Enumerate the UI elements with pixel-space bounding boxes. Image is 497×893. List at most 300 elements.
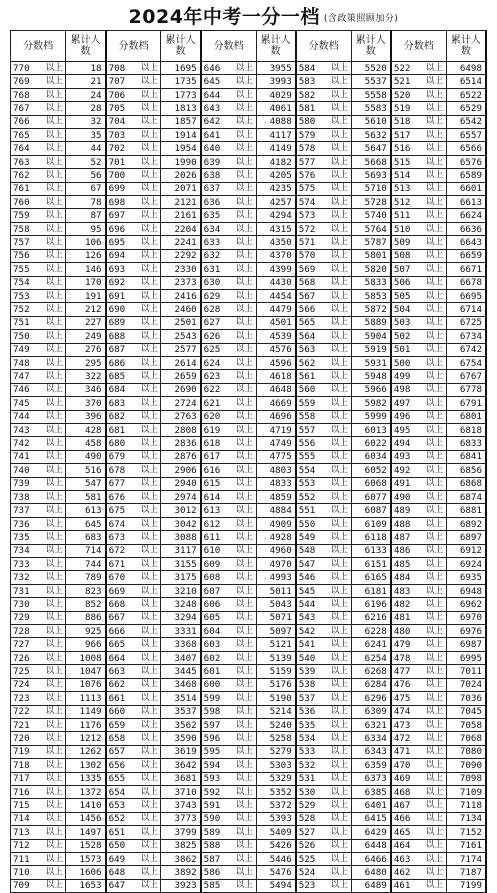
above-label: 以上 [423,678,446,691]
above-label: 以上 [328,531,351,544]
count-cell: 1857 [161,115,201,128]
above-label: 以上 [328,249,351,262]
score-cell: 602 [201,651,234,664]
above-label: 以上 [423,370,446,383]
header-count: 累计人数 [256,31,296,62]
table-row [11,584,487,597]
count-cell: 3619 [161,745,201,758]
table-row [11,370,487,383]
score-cell: 534 [296,732,329,745]
above-label: 以上 [423,115,446,128]
above-label: 以上 [328,276,351,289]
count-cell: 6241 [351,638,391,651]
above-label: 以上 [43,88,66,101]
above-label: 以上 [423,491,446,504]
count-cell: 18 [66,62,106,75]
count-cell: 4088 [256,115,296,128]
score-cell: 681 [106,423,139,436]
count-cell: 5258 [256,732,296,745]
above-label: 以上 [138,276,161,289]
count-cell: 3368 [161,638,201,651]
count-cell: 6678 [446,276,486,289]
above-label: 以上 [233,826,256,839]
above-label: 以上 [423,504,446,517]
score-cell: 682 [106,410,139,423]
above-label: 以上 [328,544,351,557]
score-cell: 756 [11,249,44,262]
count-cell: 2204 [161,222,201,235]
count-cell: 6659 [446,249,486,262]
score-cell: 676 [106,491,139,504]
count-cell: 1008 [66,651,106,664]
count-cell: 4149 [256,142,296,155]
above-label: 以上 [43,745,66,758]
count-cell: 2460 [161,303,201,316]
above-label: 以上 [233,169,256,182]
score-cell: 462 [391,866,424,879]
score-cell: 736 [11,517,44,530]
above-label: 以上 [233,356,256,369]
score-cell: 548 [296,544,329,557]
above-label: 以上 [233,504,256,517]
above-label: 以上 [233,732,256,745]
header-score: 分数档 [106,31,161,62]
score-cell: 540 [296,651,329,664]
count-cell: 4257 [256,196,296,209]
score-cell: 625 [201,343,234,356]
count-cell: 3590 [161,732,201,745]
above-label: 以上 [138,839,161,852]
count-cell: 5919 [351,343,391,356]
table-row [11,799,487,812]
count-cell: 2543 [161,330,201,343]
count-cell: 645 [66,517,106,530]
above-label: 以上 [233,383,256,396]
above-label: 以上 [328,718,351,731]
header-score: 分数档 [201,31,256,62]
count-cell: 52 [66,155,106,168]
above-label: 以上 [43,678,66,691]
above-label: 以上 [43,866,66,879]
score-cell: 502 [391,330,424,343]
count-cell: 5948 [351,370,391,383]
count-cell: 6216 [351,611,391,624]
table-row [11,222,487,235]
above-label: 以上 [43,584,66,597]
above-label: 以上 [233,236,256,249]
above-label: 以上 [43,544,66,557]
count-cell: 6480 [351,866,391,879]
above-label: 以上 [138,142,161,155]
score-cell: 698 [106,196,139,209]
count-cell: 249 [66,330,106,343]
above-label: 以上 [233,638,256,651]
count-cell: 346 [66,383,106,396]
above-label: 以上 [43,651,66,664]
score-cell: 715 [11,799,44,812]
count-cell: 1456 [66,812,106,825]
score-cell: 546 [296,571,329,584]
score-cell: 699 [106,182,139,195]
above-label: 以上 [43,625,66,638]
score-cell: 760 [11,196,44,209]
above-label: 以上 [233,129,256,142]
count-cell: 6833 [446,437,486,450]
above-label: 以上 [233,799,256,812]
count-cell: 2501 [161,316,201,329]
above-label: 以上 [138,638,161,651]
above-label: 以上 [423,450,446,463]
above-label: 以上 [328,88,351,101]
score-cell: 509 [391,236,424,249]
count-cell: 3825 [161,839,201,852]
count-cell: 6228 [351,625,391,638]
score-cell: 468 [391,785,424,798]
count-cell: 4029 [256,88,296,101]
score-cell: 591 [201,799,234,812]
table-row [11,155,487,168]
above-label: 以上 [138,236,161,249]
score-cell: 539 [296,665,329,678]
above-label: 以上 [138,182,161,195]
above-label: 以上 [43,598,66,611]
score-cell: 620 [201,410,234,423]
score-cell: 477 [391,665,424,678]
score-cell: 639 [201,155,234,168]
above-label: 以上 [43,155,66,168]
count-cell: 6791 [446,397,486,410]
above-label: 以上 [138,759,161,772]
score-cell: 720 [11,732,44,745]
count-cell: 2071 [161,182,201,195]
count-cell: 2577 [161,343,201,356]
score-cell: 563 [296,343,329,356]
score-cell: 618 [201,437,234,450]
score-cell: 764 [11,142,44,155]
score-cell: 757 [11,236,44,249]
score-cell: 646 [201,62,234,75]
score-cell: 611 [201,531,234,544]
score-cell: 647 [106,879,139,892]
count-cell: 6856 [446,464,486,477]
count-cell: 1813 [161,102,201,115]
score-cell: 731 [11,584,44,597]
above-label: 以上 [233,625,256,638]
score-cell: 724 [11,678,44,691]
above-label: 以上 [43,571,66,584]
count-cell: 581 [66,491,106,504]
count-cell: 4648 [256,383,296,396]
count-cell: 6542 [446,115,486,128]
count-cell: 3642 [161,759,201,772]
score-cell: 472 [391,732,424,745]
score-cell: 735 [11,531,44,544]
above-label: 以上 [138,531,161,544]
count-cell: 6636 [446,222,486,235]
above-label: 以上 [43,102,66,115]
above-label: 以上 [328,571,351,584]
count-cell: 3514 [161,692,201,705]
above-label: 以上 [423,236,446,249]
above-label: 以上 [328,665,351,678]
above-label: 以上 [423,517,446,530]
header-score: 分数档 [11,31,66,62]
above-label: 以上 [233,531,256,544]
above-label: 以上 [43,397,66,410]
count-cell: 1149 [66,705,106,718]
table-row [11,732,487,745]
count-cell: 1606 [66,866,106,879]
above-label: 以上 [138,718,161,731]
count-cell: 1528 [66,839,106,852]
above-label: 以上 [423,343,446,356]
above-label: 以上 [43,209,66,222]
count-cell: 2026 [161,169,201,182]
count-cell: 4430 [256,276,296,289]
score-cell: 656 [106,759,139,772]
count-cell: 370 [66,397,106,410]
count-cell: 1335 [66,772,106,785]
table-row [11,356,487,369]
above-label: 以上 [138,678,161,691]
score-cell: 603 [201,638,234,651]
score-cell: 586 [201,866,234,879]
table-row [11,745,487,758]
table-row [11,852,487,865]
above-label: 以上 [328,745,351,758]
score-cell: 627 [201,316,234,329]
count-cell: 4618 [256,370,296,383]
count-cell: 6601 [446,182,486,195]
count-cell: 5279 [256,745,296,758]
count-cell: 4749 [256,437,296,450]
table-row [11,115,487,128]
count-cell: 6401 [351,799,391,812]
score-cell: 754 [11,276,44,289]
table-row [11,558,487,571]
score-cell: 633 [201,236,234,249]
above-label: 以上 [233,450,256,463]
score-cell: 575 [296,182,329,195]
above-label: 以上 [328,692,351,705]
count-cell: 886 [66,611,106,624]
count-cell: 5853 [351,289,391,302]
score-cell: 533 [296,745,329,758]
above-label: 以上 [138,544,161,557]
score-cell: 479 [391,638,424,651]
score-cell: 523 [296,879,329,892]
above-label: 以上 [43,692,66,705]
count-cell: 32 [66,115,106,128]
count-cell: 5303 [256,759,296,772]
score-cell: 723 [11,692,44,705]
score-cell: 690 [106,303,139,316]
count-cell: 6624 [446,209,486,222]
count-cell: 1302 [66,759,106,772]
score-cell: 559 [296,397,329,410]
count-cell: 276 [66,343,106,356]
above-label: 以上 [233,196,256,209]
score-cell: 614 [201,491,234,504]
table-row [11,450,487,463]
above-label: 以上 [423,732,446,745]
count-cell: 2808 [161,423,201,436]
score-cell: 595 [201,745,234,758]
score-cell: 545 [296,584,329,597]
above-label: 以上 [233,115,256,128]
score-cell: 536 [296,705,329,718]
table-row [11,330,487,343]
count-cell: 5520 [351,62,391,75]
score-cell: 635 [201,209,234,222]
count-cell: 1653 [66,879,106,892]
above-label: 以上 [233,665,256,678]
score-cell: 569 [296,263,329,276]
count-cell: 6296 [351,692,391,705]
score-cell: 695 [106,236,139,249]
above-label: 以上 [328,316,351,329]
count-cell: 4350 [256,236,296,249]
score-cell: 673 [106,531,139,544]
score-cell: 722 [11,705,44,718]
count-cell: 78 [66,196,106,209]
score-cell: 746 [11,383,44,396]
score-cell: 626 [201,330,234,343]
score-cell: 707 [106,75,139,88]
count-cell: 295 [66,356,106,369]
above-label: 以上 [328,611,351,624]
score-cell: 685 [106,370,139,383]
count-cell: 4970 [256,558,296,571]
above-label: 以上 [233,397,256,410]
above-label: 以上 [138,826,161,839]
score-cell: 653 [106,799,139,812]
count-cell: 6052 [351,464,391,477]
count-cell: 3468 [161,678,201,691]
count-cell: 6912 [446,544,486,557]
score-cell: 738 [11,491,44,504]
above-label: 以上 [328,852,351,865]
above-label: 以上 [138,383,161,396]
above-label: 以上 [233,879,256,892]
table-row [11,544,487,557]
count-cell: 4884 [256,504,296,517]
count-cell: 7090 [446,759,486,772]
above-label: 以上 [138,651,161,664]
count-cell: 6841 [446,450,486,463]
score-cell: 607 [201,584,234,597]
score-cell: 517 [391,129,424,142]
count-cell: 5240 [256,718,296,731]
above-label: 以上 [43,115,66,128]
above-label: 以上 [233,651,256,664]
above-label: 以上 [43,75,66,88]
above-label: 以上 [328,866,351,879]
score-cell: 554 [296,464,329,477]
table-row [11,343,487,356]
count-cell: 6022 [351,437,391,450]
score-cell: 705 [106,102,139,115]
count-cell: 4596 [256,356,296,369]
count-cell: 5966 [351,383,391,396]
count-cell: 6087 [351,504,391,517]
score-cell: 755 [11,263,44,276]
count-cell: 35 [66,129,106,142]
score-cell: 747 [11,370,44,383]
count-cell: 613 [66,504,106,517]
count-cell: 5610 [351,115,391,128]
count-cell: 547 [66,477,106,490]
count-cell: 6133 [351,544,391,557]
score-cell: 562 [296,356,329,369]
above-label: 以上 [43,303,66,316]
count-cell: 5352 [256,785,296,798]
count-cell: 6924 [446,558,486,571]
score-cell: 555 [296,450,329,463]
count-cell: 24 [66,88,106,101]
count-cell: 6077 [351,491,391,504]
count-cell: 6165 [351,571,391,584]
above-label: 以上 [43,504,66,517]
above-label: 以上 [423,625,446,638]
header-count: 累计人数 [66,31,106,62]
score-cell: 640 [201,142,234,155]
score-cell: 686 [106,356,139,369]
count-cell: 683 [66,531,106,544]
above-label: 以上 [328,142,351,155]
above-label: 以上 [423,611,446,624]
above-label: 以上 [233,155,256,168]
above-label: 以上 [328,182,351,195]
count-cell: 2906 [161,464,201,477]
above-label: 以上 [43,558,66,571]
above-label: 以上 [138,625,161,638]
score-cell: 588 [201,839,234,852]
score-cell: 687 [106,343,139,356]
count-cell: 744 [66,558,106,571]
table-row [11,477,487,490]
above-label: 以上 [43,705,66,718]
score-cell: 582 [296,88,329,101]
above-label: 以上 [423,477,446,490]
score-cell: 609 [201,558,234,571]
above-label: 以上 [328,785,351,798]
above-label: 以上 [43,62,66,75]
score-cell: 578 [296,142,329,155]
table-row [11,142,487,155]
score-cell: 597 [201,718,234,731]
score-cell: 691 [106,289,139,302]
score-cell: 494 [391,437,424,450]
above-label: 以上 [233,249,256,262]
count-cell: 6489 [351,879,391,892]
count-cell: 6309 [351,705,391,718]
count-cell: 516 [66,464,106,477]
above-label: 以上 [43,249,66,262]
score-cell: 584 [296,62,329,75]
table-row [11,625,487,638]
table-row [11,437,487,450]
table-row [11,410,487,423]
score-cell: 742 [11,437,44,450]
count-cell: 7080 [446,745,486,758]
count-cell: 2836 [161,437,201,450]
score-cell: 552 [296,491,329,504]
count-cell: 7152 [446,826,486,839]
score-cell: 672 [106,544,139,557]
above-label: 以上 [328,102,351,115]
score-cell: 650 [106,839,139,852]
